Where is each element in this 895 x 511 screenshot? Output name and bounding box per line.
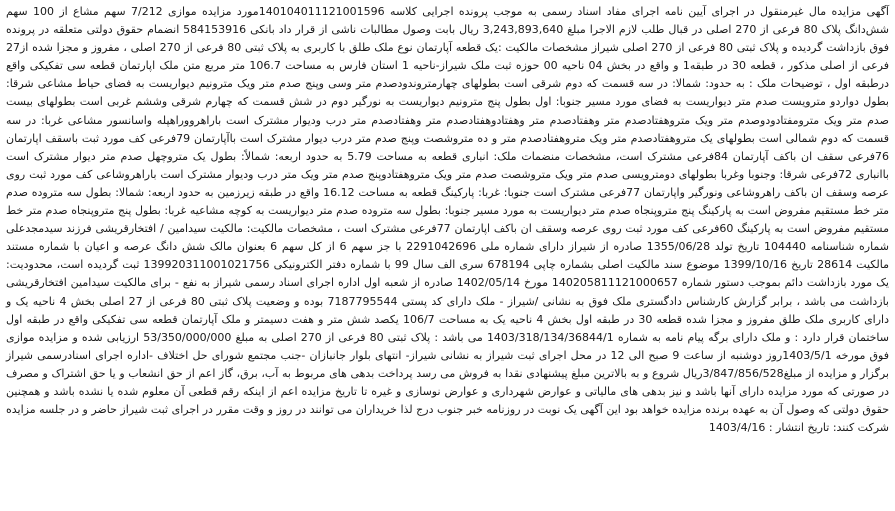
auction-notice-text: آگهی مزایده مال غیرمنقول در اجرای آیین نامه اجرای مفاد اسناد رسمی به موجب پرونده اجرایی کلاسه 140104011121001596مورد مزایده موازی 7/212 سهم مشاع از 100 سهم شش‌دانگ پلاک 80 فرعی از 270 اصلی در قبال طلب لازم الاجرا مبلغ 3,243,893,640 ریال بابت وصول مطالبات ناشی از قرار داد بانکی 584153916 انضمام حقوق دولتی متعلقه در پرونده فوق بازداشت گردیده و پلاک ثبتی 80 فرعی از 270 اصلی شیراز مشخصات مالکیت :یک قطعه آپارتمان نوع ملک طلق با کاربری به پلاک ثبتی 80 فرعی از 270 اصلی ، مفروز و مجزا شده از27 فرعی از اصلی مذکور ، قطعه 30 در طبقه1 و واقع در بخش 04 ناحیه 00 حوزه ثبت ملک شیراز-ناحیه 1 استان فارس به مساحت 106.7 متر مربع متن ملک اپارتمان قطعه سی تفکیکی واقع درطبقه اول ، توضیحات ملک : به حدود: شمالا: در سه قسمت که دوم شرقی است بطولهای چهارمتروندودصدم متر وسی وپنج صدم متر ویک مترونیم دیواریست به فضای حیاط مشاعی شرقا: بطول دواردو مترویست صدم متر دیواریست به فضای مورد مسیر جنوبا: اول بطول پنج مترونیم دیواریست به نورگیر دوم در شش قسمت که چهارم شرقی وششم غربی است بطولهای بیست صدم متر ویک مترومفتادودوصدم متر ویک متروهفتادصدم متر وهفتادصدم متر وهفتادوهفتادصدم متر وهفتادصدم متر درب ودیوار مشترک است باراهرووراهپله واسانسور مشاعی غربا: در سه قسمت که دوم شمالی است بطولهای یک متروهفتادصدم متر ویک متروهفتادصدم متر و ده متروشصت وپنج صدم متر درب دیوار مشترک است باآپارتمان 79فرعی کف مورد ثبت باسقف اپارتمان 76فرعی سقف ان باکف آپارتمان 84فرعی مشترک است، مشخصات منضمات ملک: انباری قطعه به مساحت 5.79 به حدود اربعه: شمالاً: بطول یک متروچهل صدم متر دیوار مشترک است باانباری 72فرعی شرقا: وجنوبا وغربا بطولهای دومترویسی صدم متر ویک متروشصت صدم متر ویک متروهفتادوپنج صدم متر ویک متر درب ودیوار مشترک است باراهروشاعی کف مورد ثبت روی عرصه وسقف ان باکف راهروشاعی ونورگیر واپارتمان 77فرعی مشترک است جنوبا: غربا: پارکینگ قطعه به مساحت 16.12 واقع در طبقه زیرزمین به حدود اربعه: شمالا: بطول سه متروده صدم متر خط مستقیم مفروض است به پارکینگ پنج متروپنجاه صدم متر دیواریست به مورد مسیر جنوبا: بطول سه متروده صدم متر دیواریست به کوچه مشاعیه غربا: بطول پنج متروپنجاه صدم متر خط مستقیم مفروض است به پارکینگ 60فرعی کف مورد ثبت روی عرصه وسقف ان باکف اپارتمان 77فرعی مشترک است ، مشخصات مالکیت: مالکیت سیدامین / افتخارقریشی فرزند سیدمجدعلی شماره شناسنامه 104440 تاریخ تولد 1355/06/28 صادره از شیراز دارای شماره ملی 2291042696 با جز سهم 6 از کل سهم 6 بعنوان مالک شش دانگ عرصه و اعیان با شماره مستند مالکیت 28614 تاریخ 1399/10/16 موضوع سند مالکیت اصلی بشماره چاپی 678194 سری الف سال 99 با شماره دفتر الکترونیکی 139920311001021756 ثبت گردیده است، محدودیت: یک مورد بازداشت دائم بموجب دستور شماره 140205811121000657 مورخ 1402/05/14 صادره از شعبه اول اداره اجرای اسناد رسمی شیراز به نفع - برای مالکیت سیدامین افتخارقریشی بازداشت می باشد ، برابر گزارش کارشناس دادگستری ملک فوق به نشانی /شیراز - ملک دارای کد پستی 7187795544 بوده و وضعیت پلاک ثبتی 80 فرعی از 27 اصلی بخش 4 ناحیه یک و دارای کاربری ملک طلق مفروز و مجزا شده قطعه 30 در طبقه اول بخش 4 ناحیه یک به مساحت 106/7 یکصد شش متر و هفت دسیمتر و ملک آپارتمان قطعه سی تفکیکی واقع در طبقه اول ساختمان قرار دارد : و ملک دارای برگه پیام نامه به شماره 1403/318/134/36844/1 می باشد : پلاک ثبتی 80 فرعی از 270 اصلی به مبلغ 53/350/000/000 ارزیابی شده و مزایده موازی فوق مورخه 1403/5/1روز دوشنبه از ساعت 9 صبح الی 12 در محل اجرای ثبت شیراز به نشانی شیراز- انتهای بلوار جانبازان -جنب مجتمع شورای حل اختلاف -اداره اجرای اسنادرسمی شیراز برگزار و مزایده از مبلغ3/847/856/528ریال شروع و به بالاترین مبلغ پیشنهادی نقدا به فروش می رسد پرداخت بدهی های مربوط به آب، برق، گاز اعم از حق انشعاب و یا حق اشتراک و مصرف در صورتی که مورد مزایده دارای آنها باشد و نیز بدهی های مالیاتی و عوارض شهرداری و عوارض نوسازی و غیره تا تاریخ مزایده اعم از اینکه رقم قطعی آن معلوم شده یا نشده باشد و همچنین حقوق دولتی که وصول آن به عهده برنده مزایده خواهد بود این آگهی یک نوبت در روزنامه خبر جنوب درج لذا خریداران می توانند در روز و وقت مقرر در اجرای ثبت شیراز حاضر و در جلسه مزایده شرکت کنند: تاریخ انتشار : 1403/4/16 — [6, 5, 890, 435]
